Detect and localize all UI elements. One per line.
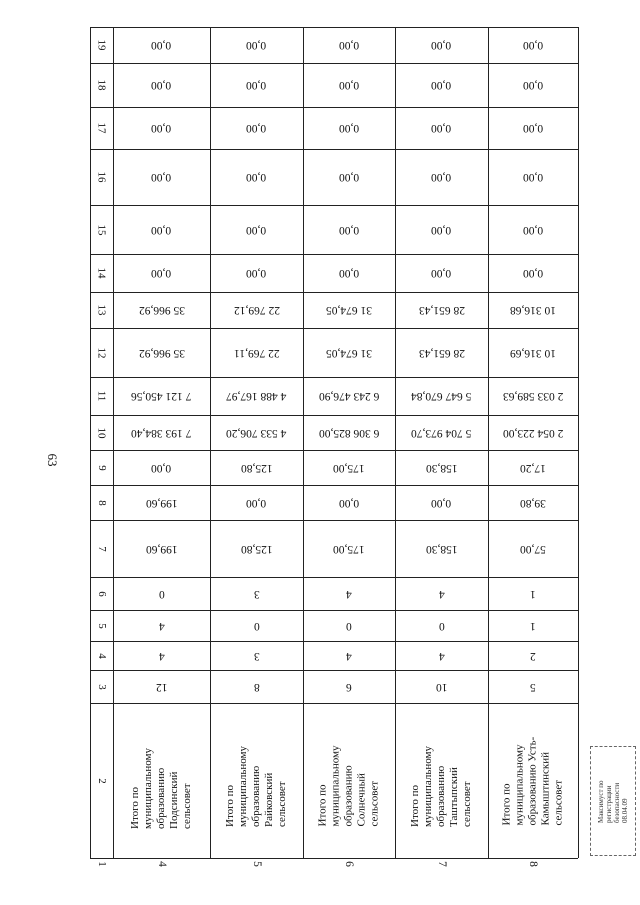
column-header-label: 3 [95, 683, 108, 690]
cell-value: 17,20 [520, 461, 546, 474]
cell-value: 31 674,05 [326, 304, 372, 316]
cell-value: 0,00 [431, 79, 452, 91]
cell-value: 4 [346, 587, 352, 600]
municipality-name-cell [395, 703, 488, 858]
stamp-text: Максимуст по регистрации безопасности 08.04.09 [597, 780, 629, 823]
table-cell [113, 377, 210, 415]
table-cell [303, 27, 395, 63]
cell-value: 199,60 [145, 542, 178, 555]
table-cell [395, 328, 488, 377]
column-header-label: 8 [95, 499, 108, 506]
cell-value: 0,00 [338, 171, 360, 183]
cell-value: 12 [155, 680, 168, 693]
table-cell [395, 63, 488, 107]
column-header [90, 205, 113, 254]
table-cell [113, 450, 210, 485]
cell-value: 0 [253, 619, 260, 632]
table-cell [113, 577, 210, 610]
cell-value: 0,00 [246, 39, 267, 51]
table-cell [488, 107, 578, 149]
table-cell [303, 377, 395, 415]
table-cell [395, 254, 488, 292]
cell-value: 3 [253, 649, 260, 662]
table-cell [113, 641, 210, 670]
row-number-cell [210, 858, 303, 870]
column-header-label: 12 [95, 347, 108, 358]
table-cell [210, 520, 303, 577]
table-cell [113, 254, 210, 292]
cell-value: 4 [438, 587, 445, 600]
cell-value: 199,60 [145, 496, 178, 509]
row-number-cell [395, 858, 488, 870]
cell-value: 2 033 589,63 [502, 390, 564, 402]
cell-value: 2 054 223,00 [502, 426, 564, 439]
cell-value: 125,80 [240, 461, 273, 474]
table-cell [113, 292, 210, 328]
cell-value: 0,00 [338, 79, 360, 91]
table-cell [488, 610, 578, 641]
table-cell [395, 292, 488, 328]
cell-value: 0,00 [431, 171, 452, 183]
cell-value: 0,00 [431, 496, 452, 509]
table-cell [210, 670, 303, 703]
row-number: 4 [155, 861, 168, 867]
table-cell [488, 149, 578, 205]
table-cell [210, 450, 303, 485]
cell-value: 4 533 706,20 [226, 426, 287, 439]
column-header [90, 703, 113, 858]
municipality-name-cell [488, 703, 578, 858]
table-cell [210, 292, 303, 328]
cell-value: 0,00 [338, 122, 360, 134]
cell-value: 0,00 [246, 496, 267, 509]
municipality-name: Итого по муниципальному образованию Таштыпский сельсовет [409, 745, 473, 827]
cell-value: 175,00 [333, 542, 365, 555]
cell-value: 158,30 [425, 542, 458, 555]
table-cell [488, 328, 578, 377]
table-cell [303, 328, 395, 377]
cell-value: 4 [346, 649, 352, 662]
cell-value: 0 [438, 619, 445, 632]
column-header-label: 5 [95, 622, 108, 629]
cell-value: 4 [438, 649, 445, 662]
table-cell [303, 610, 395, 641]
cell-value: 0,00 [151, 267, 172, 279]
table-cell [488, 377, 578, 415]
table-cell [303, 670, 395, 703]
table-cell [488, 450, 578, 485]
table-cell [113, 415, 210, 450]
cell-value: 0,00 [338, 223, 360, 236]
column-header-label: 6 [95, 590, 108, 597]
table-cell [303, 205, 395, 254]
cell-value: 0,00 [522, 171, 544, 183]
cell-value: 4 488 167,97 [226, 390, 287, 402]
cell-value: 0,00 [338, 267, 360, 279]
row-number: 6 [343, 861, 355, 867]
table-cell [303, 149, 395, 205]
cell-value: 1 [530, 619, 536, 632]
table-cell [113, 205, 210, 254]
cell-value: 10 316,69 [510, 346, 556, 359]
cell-value: 0,00 [522, 267, 544, 279]
table-cell [113, 520, 210, 577]
table-cell [488, 641, 578, 670]
table-cell [113, 485, 210, 520]
table-cell [210, 641, 303, 670]
column-header-label: 17 [95, 122, 108, 134]
column-header [90, 610, 113, 641]
table-cell [303, 520, 395, 577]
column-header [90, 254, 113, 292]
cell-value: 57,00 [520, 542, 546, 555]
table-cell [395, 670, 488, 703]
table-cell [395, 27, 488, 63]
cell-value: 0 [158, 587, 165, 600]
row-number-cell [488, 858, 578, 870]
municipality-name: Итого по муниципальному образованию Подсинский сельсовет [129, 747, 193, 829]
cell-value: 7 193 384,40 [131, 426, 192, 439]
table-cell [113, 670, 210, 703]
cell-value: 125,80 [240, 542, 273, 555]
cell-value: 35 966,92 [138, 346, 185, 359]
cell-value: 6 [346, 680, 352, 693]
table-cell [303, 63, 395, 107]
stamp [590, 746, 636, 856]
page-number: 63 [45, 453, 60, 467]
row-number-cell [303, 858, 395, 870]
municipality-name-cell [113, 703, 210, 858]
row-number: 7 [435, 861, 448, 867]
cell-value: 1 [530, 587, 536, 600]
column-header [90, 485, 113, 520]
column-header [90, 149, 113, 205]
cell-value: 6 243 476,90 [318, 390, 380, 402]
cell-value: 0,00 [151, 39, 172, 51]
municipality-name: Итого по муниципальному образованию Райковский сельсовет [224, 745, 288, 827]
table-cell [303, 485, 395, 520]
table-cell [488, 485, 578, 520]
cell-value: 10 [435, 680, 448, 693]
table-cell [488, 670, 578, 703]
table-cell [303, 641, 395, 670]
column-header-label: 11 [95, 390, 108, 402]
cell-value: 31 674,05 [326, 346, 372, 359]
cell-value: 0,00 [246, 223, 267, 236]
table-cell [210, 328, 303, 377]
table-cell [303, 450, 395, 485]
column-header [90, 107, 113, 149]
cell-value: 0,00 [522, 223, 544, 236]
table-cell [395, 485, 488, 520]
table-cell [210, 27, 303, 63]
table-cell [113, 610, 210, 641]
table-cell [303, 292, 395, 328]
table-cell [210, 205, 303, 254]
table-cell [395, 520, 488, 577]
table-cell [395, 377, 488, 415]
column-header [90, 858, 113, 870]
column-header [90, 641, 113, 670]
column-header-label: 19 [95, 39, 108, 51]
table-cell [488, 27, 578, 63]
cell-value: 6 306 825,00 [318, 426, 380, 439]
cell-value: 0,00 [338, 39, 360, 51]
table-cell [395, 577, 488, 610]
cell-value: 8 [253, 680, 260, 693]
table-cell [395, 149, 488, 205]
column-header [90, 27, 113, 63]
table-cell [395, 450, 488, 485]
municipality-name-cell [303, 703, 395, 858]
cell-value: 0,00 [151, 461, 172, 474]
table-cell [303, 415, 395, 450]
cell-value: 0,00 [522, 79, 544, 91]
cell-value: 22 769,11 [233, 346, 280, 359]
cell-value: 4 [158, 649, 165, 662]
column-header-label: 1 [95, 861, 108, 867]
cell-value: 4 [158, 619, 165, 632]
municipality-name: Итого по муниципальному образованию Усть-Камыштинский сельсовет [500, 736, 565, 826]
table-cell [488, 63, 578, 107]
column-header-label: 18 [95, 79, 108, 91]
column-header-label: 16 [95, 171, 108, 183]
cell-value: 0,00 [522, 122, 544, 134]
cell-value: 5 704 973,70 [411, 426, 472, 439]
table-cell [210, 377, 303, 415]
column-header-label: 2 [95, 777, 108, 784]
column-header [90, 670, 113, 703]
column-header [90, 292, 113, 328]
cell-value: 0,00 [151, 171, 172, 183]
cell-value: 5 [530, 680, 536, 693]
table-cell [210, 254, 303, 292]
column-header-label: 4 [95, 652, 108, 659]
cell-value: 0,00 [431, 267, 452, 279]
table-cell [488, 205, 578, 254]
table-cell [210, 485, 303, 520]
table-cell [210, 107, 303, 149]
table-cell [210, 63, 303, 107]
table-cell [210, 149, 303, 205]
cell-value: 0 [346, 619, 352, 632]
cell-value: 0,00 [246, 79, 267, 91]
cell-value: 0,00 [338, 496, 360, 509]
column-header-label: 14 [95, 267, 108, 279]
column-header [90, 520, 113, 577]
table-cell [210, 415, 303, 450]
column-header [90, 63, 113, 107]
column-header [90, 450, 113, 485]
cell-value: 175,00 [333, 461, 365, 474]
column-header-label: 15 [95, 224, 108, 235]
table-cell [113, 107, 210, 149]
cell-value: 3 [253, 587, 260, 600]
table-cell [488, 254, 578, 292]
column-header-label: 9 [95, 464, 108, 471]
table-cell [488, 415, 578, 450]
cell-value: 0,00 [246, 122, 267, 134]
cell-value: 0,00 [151, 79, 172, 91]
table-cell [113, 27, 210, 63]
row-number: 8 [527, 861, 539, 867]
cell-value: 22 769,12 [233, 304, 280, 316]
table-cell [395, 205, 488, 254]
cell-value: 0,00 [246, 267, 267, 279]
cell-value: 0,00 [522, 39, 544, 51]
municipality-name-cell [210, 703, 303, 858]
cell-value: 10 316,68 [510, 304, 556, 316]
cell-value: 28 651,43 [418, 346, 465, 359]
column-header-label: 13 [95, 304, 108, 316]
cell-value: 35 966,92 [138, 304, 185, 316]
column-header [90, 577, 113, 610]
table-cell [395, 610, 488, 641]
grid-line-vertical [578, 27, 579, 858]
cell-value: 0,00 [431, 39, 452, 51]
table-cell [113, 63, 210, 107]
cell-value: 0,00 [431, 122, 452, 134]
column-header [90, 377, 113, 415]
table-cell [303, 107, 395, 149]
table-cell [395, 415, 488, 450]
table-cell [488, 292, 578, 328]
table-cell [395, 641, 488, 670]
table-cell [488, 577, 578, 610]
table-cell [210, 577, 303, 610]
cell-value: 0,00 [246, 171, 267, 183]
cell-value: 5 647 670,84 [411, 390, 472, 402]
cell-value: 7 121 450,56 [131, 390, 192, 402]
table-cell [113, 328, 210, 377]
table-cell [303, 254, 395, 292]
municipality-name: Итого по муниципальному образованию Солнечный сельсовет [316, 745, 381, 827]
table-cell [395, 107, 488, 149]
column-header-label: 10 [95, 427, 108, 438]
cell-value: 0,00 [151, 122, 172, 134]
column-header-label: 7 [95, 545, 108, 552]
cell-value: 0,00 [151, 223, 172, 236]
cell-value: 39,80 [520, 496, 546, 509]
cell-value: 0,00 [431, 223, 452, 236]
cell-value: 158,30 [425, 461, 458, 474]
row-number: 5 [250, 861, 263, 867]
cell-value: 2 [530, 649, 536, 662]
table-cell [488, 520, 578, 577]
table-cell [210, 610, 303, 641]
table-cell [113, 149, 210, 205]
table-cell [303, 577, 395, 610]
cell-value: 28 651,43 [418, 304, 465, 316]
row-number-cell [113, 858, 210, 870]
column-header [90, 328, 113, 377]
column-header [90, 415, 113, 450]
